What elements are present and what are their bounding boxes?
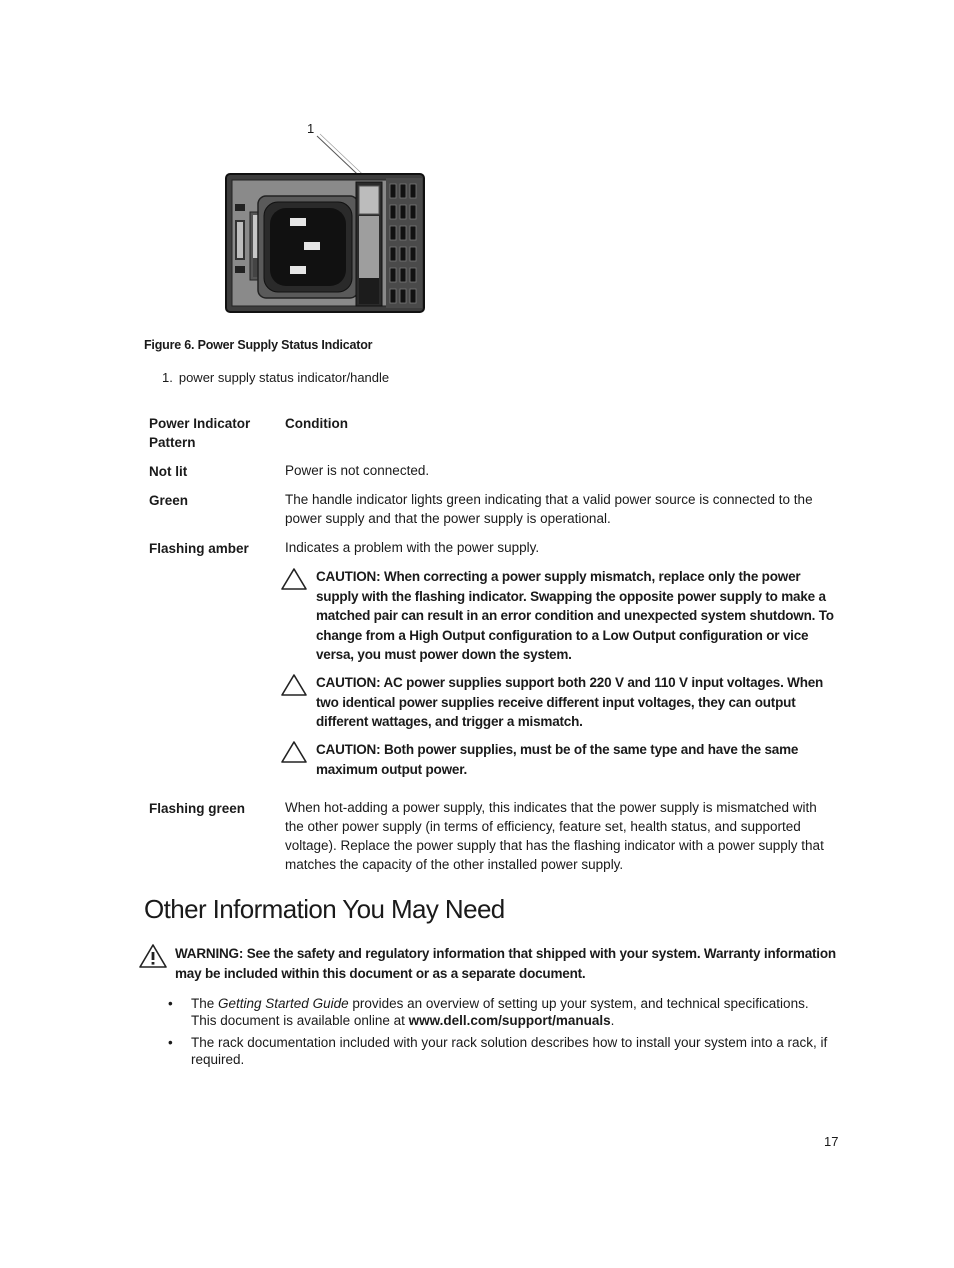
caution-text: CAUTION: Both power supplies, must be of the same type and have the same maximum output power.	[316, 742, 799, 777]
bullet-icon: •	[168, 996, 173, 1011]
figure-caption: Figure 6. Power Supply Status Indicator	[144, 338, 373, 352]
section-title: Other Information You May Need	[144, 894, 505, 924]
caution-notice	[280, 673, 840, 733]
support-url: www.dell.com/support/manuals	[408, 1012, 611, 1028]
caution-triangle-icon	[280, 567, 308, 591]
guide-title: Getting Started Guide	[218, 996, 349, 1011]
legend-text: power supply status indicator/handle	[178, 370, 390, 385]
warning-triangle-icon	[138, 943, 168, 969]
warning-text: WARNING: See the safety and regulatory information that shipped with your system. Warranty information may be included within this document or as a separate document.	[175, 946, 836, 981]
warning-notice	[138, 943, 838, 985]
caution-triangle-icon	[280, 673, 308, 697]
table-row-pattern: Not lit	[149, 464, 188, 479]
table-row-condition: Power is not connected.	[285, 463, 430, 478]
table-header-condition: Condition	[285, 416, 348, 431]
list-item	[168, 1035, 828, 1071]
caution-notice	[280, 567, 840, 667]
list-item-text: The Getting Started Guide provides an overview of setting up your system, and technical specifications. This document is available online at www.dell.com/support/manuals.	[191, 996, 809, 1028]
caution-triangle-icon	[280, 740, 308, 764]
legend-number: 1.	[162, 370, 173, 385]
table-row-pattern: Flashing amber	[149, 541, 249, 556]
table-row-condition: The handle indicator lights green indicating that a valid power source is connected to the power supply and that the power supply is operational.	[285, 492, 813, 526]
caution-text: CAUTION: AC power supplies support both 220 V and 110 V input voltages. When two identical power supplies receive different input voltages, they can output different wattages, and trigger a mismatch.	[316, 675, 824, 729]
table-row-pattern: Green	[149, 493, 189, 508]
list-item-text: The rack documentation included with your rack solution describes how to install your system into a rack, if required.	[191, 1035, 828, 1067]
table-row-pattern: Flashing green	[149, 801, 246, 816]
figure-callout-number: 1	[307, 121, 315, 136]
status-indicator-led	[359, 186, 379, 214]
table-row-condition: When hot-adding a power supply, this indicates that the power supply is mismatched with the other power supply (in terms of efficiency, feature set, health status, and supported voltage). Replace the power supply that has the flashing indicator with a power supply that matches the capacity of the other installed power supply.	[285, 800, 824, 872]
table-header-pattern: Power Indicator Pattern	[149, 416, 251, 450]
list-item	[168, 996, 828, 1032]
figure-legend-item	[162, 370, 395, 385]
table-row-condition: Indicates a problem with the power supply.	[285, 540, 540, 555]
caution-text: CAUTION: When correcting a power supply mismatch, replace only the power supply with the flashing indicator. Swapping the opposite power supply to make a matched pair can result in an error condition and unexpected system shutdown. To change from a High Output configuration to a Low Output configuration or vice versa, you must power down the system.	[316, 569, 834, 662]
power-supply-illustration	[222, 118, 432, 318]
bullet-icon: •	[168, 1035, 173, 1050]
caution-notice	[280, 740, 840, 780]
page-number: 17	[824, 1134, 839, 1149]
